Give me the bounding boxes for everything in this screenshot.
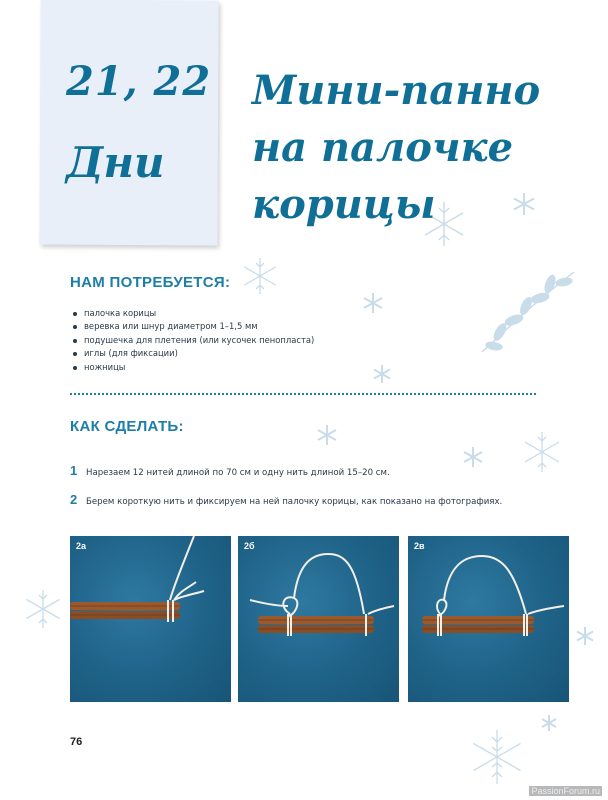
step-text: Нарезаем 12 нитей длиной по 70 см и одну нить длиной 15–20 см. xyxy=(86,468,390,478)
snowflake-icon xyxy=(462,446,484,468)
step-text: Берем короткую нить и фиксируем на ней палочку корицы, как показано на фотографиях. xyxy=(86,497,503,507)
photo-label: 2б xyxy=(244,541,255,551)
photo-label: 2в xyxy=(414,541,425,551)
title-line: на палочке xyxy=(252,124,514,171)
page-title xyxy=(252,62,582,233)
cinnamon-stick-illustration xyxy=(70,536,231,702)
materials-heading: НАМ ПОТРЕБУЕТСЯ: xyxy=(70,274,231,291)
title-line: корицы xyxy=(252,181,436,228)
step-1 xyxy=(70,463,390,478)
photo-2v xyxy=(408,536,569,702)
list-item: палочка корицы xyxy=(72,307,314,320)
list-item: ножницы xyxy=(72,361,314,374)
list-item: веревка или шнур диаметром 1–1,5 мм xyxy=(72,320,314,333)
snowflake-icon xyxy=(520,430,564,474)
step-number: 2 xyxy=(70,492,78,507)
step-2 xyxy=(70,492,502,507)
cinnamon-stick-illustration xyxy=(408,536,569,702)
snowflake-icon xyxy=(540,714,558,732)
list-item: иглы (для фиксации) xyxy=(72,347,314,360)
branch-icon xyxy=(474,262,584,362)
snowflake-icon xyxy=(468,728,526,786)
cinnamon-stick-illustration xyxy=(238,536,399,702)
snowflake-icon xyxy=(22,588,64,630)
snowflake-icon xyxy=(575,626,595,646)
snowflake-icon xyxy=(362,292,384,314)
day-number: 21, 22 xyxy=(66,58,212,105)
photo-label: 2а xyxy=(76,541,87,551)
materials-list xyxy=(72,307,314,374)
photo-2b xyxy=(238,536,399,702)
day-tag xyxy=(39,0,218,245)
instructions-heading: КАК СДЕЛАТЬ: xyxy=(70,418,184,435)
title-line: Мини-панно xyxy=(252,67,541,114)
day-label: Дни xyxy=(66,138,165,187)
photo-2a xyxy=(70,536,231,702)
step-number: 1 xyxy=(70,463,78,478)
snowflake-icon xyxy=(372,364,392,384)
dotted-divider xyxy=(70,393,536,395)
snowflake-icon xyxy=(240,256,280,296)
list-item: подушечка для плетения (или кусочек пенопласта) xyxy=(72,334,314,347)
page-number: 76 xyxy=(70,736,83,748)
snowflake-icon xyxy=(316,424,338,446)
watermark: PassionForum.ru xyxy=(531,786,600,796)
